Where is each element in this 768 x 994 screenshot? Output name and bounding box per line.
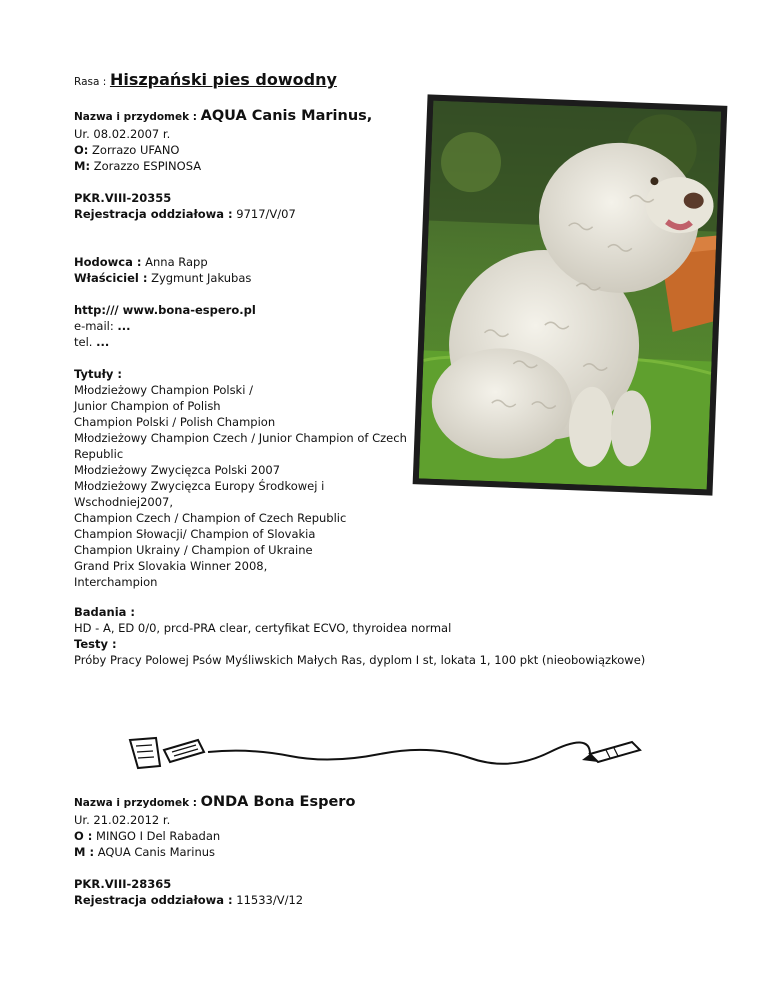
breeder-value: Anna Rapp	[145, 255, 208, 269]
tests-heading: Badania :	[74, 605, 136, 619]
email-value: ...	[117, 319, 131, 333]
dog2-pkr: PKR.VIII-28365	[74, 877, 172, 891]
dog1-mother	[74, 158, 201, 174]
title-item: Champion Ukrainy / Champion of Ukraine	[74, 543, 313, 557]
dog2-name: ONDA Bona Espero	[200, 794, 356, 810]
owner-line	[74, 270, 251, 286]
mother-value: Zorazzo ESPINOSA	[93, 159, 202, 173]
breeder-line	[74, 254, 208, 270]
email-label: e-mail:	[74, 319, 114, 333]
trials-value: Próby Pracy Polowej Psów Myśliwskich Małych Ras, dyplom I st, lokata 1, 100 pkt (nieobowiązkowe)	[74, 653, 646, 667]
father-value: Zorrazo UFANO	[92, 143, 180, 157]
mother-label: M :	[74, 845, 95, 859]
breed-line	[74, 72, 337, 90]
dog2-name-line	[74, 794, 355, 811]
breed-label: Rasa :	[74, 76, 107, 88]
reg-value: 11533/V/12	[236, 893, 304, 907]
dog1-pkr: PKR.VIII-20355	[74, 191, 172, 205]
phone-label: tel.	[74, 335, 93, 349]
reg-value: 9717/V/07	[236, 207, 296, 221]
dog2-mother	[74, 844, 215, 860]
breed-name: Hiszpański pies dowodny	[109, 70, 337, 89]
titles-heading: Tytuły :	[74, 367, 123, 381]
dog2-born: Ur. 21.02.2012 r.	[74, 813, 171, 827]
dog1-registration	[74, 206, 296, 222]
reg-label: Rejestracja oddziałowa :	[74, 207, 233, 221]
paper-pencil-divider	[120, 730, 660, 790]
dog1-name-line	[74, 108, 372, 125]
title-item: Interchampion	[74, 575, 158, 589]
mother-label: M:	[74, 159, 91, 173]
reg-label: Rejestracja oddziałowa :	[74, 893, 233, 907]
title-item: Champion Polski / Polish Champion	[74, 415, 276, 429]
father-value: MINGO I Del Rabadan	[96, 829, 221, 843]
phone-line	[74, 334, 109, 350]
trials-heading: Testy :	[74, 637, 117, 651]
title-item: Grand Prix Slovakia Winner 2008,	[74, 559, 268, 573]
owner-value: Zygmunt Jakubas	[151, 271, 252, 285]
title-item: Młodzieżowy Champion Polski /	[74, 383, 253, 397]
breeder-label: Hodowca :	[74, 255, 142, 269]
father-label: O:	[74, 143, 89, 157]
title-item: Młodzieżowy Champion Czech / Junior Champion of Czech	[74, 431, 407, 445]
name-label: Nazwa i przydomek :	[74, 797, 197, 809]
email-line	[74, 318, 131, 334]
tests-value: HD - A, ED 0/0, prcd-PRA clear, certyfikat ECVO, thyroidea normal	[74, 621, 452, 635]
dog1-father	[74, 142, 179, 158]
dog-photo-image	[419, 101, 721, 490]
dog1-born: Ur. 08.02.2007 r.	[74, 127, 171, 141]
dog2-father	[74, 828, 220, 844]
title-item: Wschodniej2007,	[74, 495, 173, 509]
name-label: Nazwa i przydomek :	[74, 111, 197, 123]
father-label: O :	[74, 829, 93, 843]
title-item: Młodzieżowy Zwycięzca Polski 2007	[74, 463, 281, 477]
title-item: Champion Czech / Champion of Czech Republic	[74, 511, 347, 525]
mother-value: AQUA Canis Marinus	[97, 845, 216, 859]
paper-icon	[130, 738, 204, 768]
owner-label: Właściciel :	[74, 271, 148, 285]
dog-photo	[413, 94, 728, 495]
title-item: Młodzieżowy Zwycięzca Europy Środkowej i	[74, 479, 325, 493]
dog2-registration	[74, 892, 303, 908]
dog1-name: AQUA Canis Marinus,	[200, 108, 373, 124]
title-item: Republic	[74, 447, 124, 461]
title-item: Junior Champion of Polish	[74, 399, 221, 413]
phone-value: ...	[96, 335, 110, 349]
website-link[interactable]: http:/// www.bona-espero.pl	[74, 303, 256, 317]
title-item: Champion Słowacji/ Champion of Slovakia	[74, 527, 316, 541]
